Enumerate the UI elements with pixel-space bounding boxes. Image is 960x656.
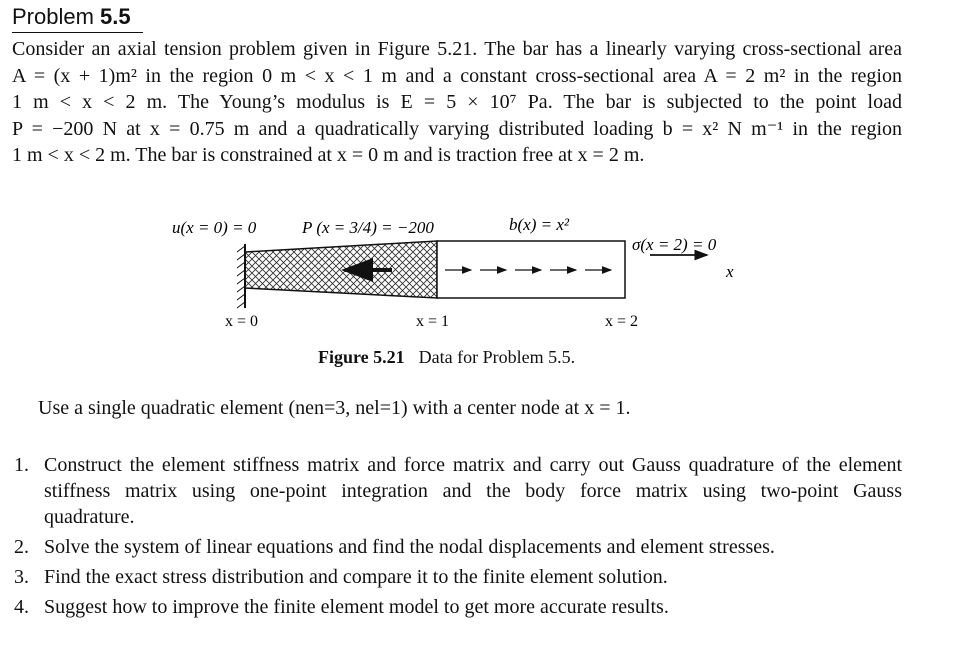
question-number: 1. xyxy=(14,454,29,476)
statement-line: Consider an axial tension problem given in Figure 5.21. The bar has a linearly varying cross-sectional area xyxy=(12,38,902,60)
dist-load-label: b(x) = x² xyxy=(509,215,569,234)
question-line: quadrature. xyxy=(44,506,135,528)
x1-label: x = 1 xyxy=(416,313,450,330)
question-item xyxy=(12,594,902,620)
question-item xyxy=(12,452,902,530)
point-load-label: P (x = 3/4) = −200 xyxy=(302,218,434,237)
statement-line: 1 m < x < 2 m. The Young’s modulus is E = 5 × 10⁷ Pa. The bar is subjected to the point load xyxy=(12,91,902,113)
statement-line: A = (x + 1)m² in the region 0 m < x < 1 m and a constant cross-sectional area A = 2 m² in the region xyxy=(12,64,902,87)
question-number: 4. xyxy=(14,596,29,618)
fixed-support xyxy=(237,244,245,308)
x2-label: x = 2 xyxy=(605,313,639,330)
caption-label: Figure 5.21 xyxy=(318,347,405,367)
problem-number: 5.5 xyxy=(100,4,131,29)
question-list xyxy=(12,452,902,624)
question-number: 3. xyxy=(14,566,29,588)
tapered-bar-section xyxy=(245,241,437,298)
question-line: Solve the system of linear equations and find the nodal displacements and element stresses. xyxy=(44,536,775,558)
question-line: Find the exact stress distribution and compare it to the finite element solution. xyxy=(44,566,668,588)
question-line: stiffness matrix using one-point integration and the body force matrix using two-point Gauss xyxy=(44,480,902,502)
problem-label: Problem xyxy=(12,4,94,29)
question-line: Suggest how to improve the finite element model to get more accurate results. xyxy=(44,596,669,618)
intro-text: Use a single quadratic element (nen=3, nel=1) with a center node at x = 1. xyxy=(38,397,631,419)
bc-right-label: σ(x = 2) = 0 xyxy=(632,235,717,254)
question-line: Construct the element stiffness matrix and force matrix and carry out Gauss quadrature of the element xyxy=(44,454,902,476)
x0-label: x = 0 xyxy=(225,313,259,330)
question-number: 2. xyxy=(14,536,29,558)
bc-left-label: u(x = 0) = 0 xyxy=(172,218,257,237)
statement-line: P = −200 N at x = 0.75 m and a quadratically varying distributed loading b = x² N m⁻¹ in the region xyxy=(12,117,902,140)
caption-text: Data for Problem 5.5. xyxy=(418,347,576,367)
axis-label: x xyxy=(726,262,734,281)
question-item xyxy=(12,564,902,590)
figure-caption xyxy=(318,347,575,368)
statement-line: 1 m < x < 2 m. The bar is constrained at x = 0 m and is traction free at x = 2 m. xyxy=(12,144,645,166)
question-item xyxy=(12,534,902,560)
